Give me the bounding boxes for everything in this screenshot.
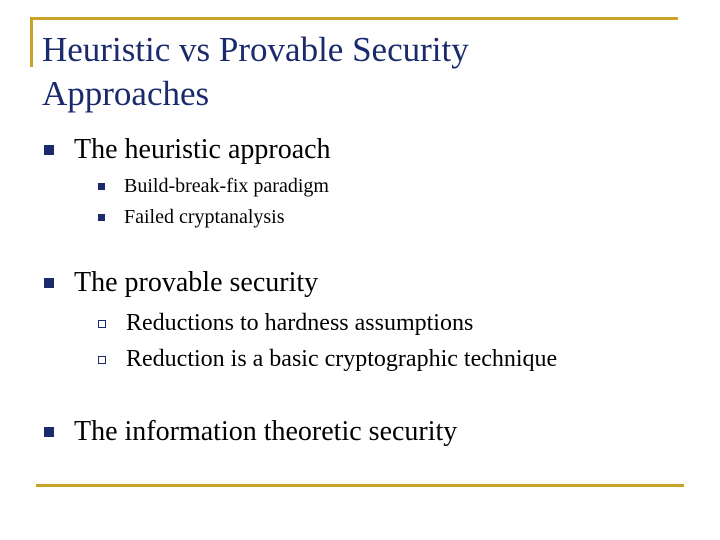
sub-bullet-label: Reduction is a basic cryptographic technique	[126, 346, 558, 372]
bottom-accent-line	[36, 484, 684, 487]
hollow-square-bullet-icon	[98, 320, 106, 328]
square-bullet-icon	[44, 278, 54, 288]
title-line-2: Approaches	[42, 74, 210, 113]
sub-bullet-label: Failed cryptanalysis	[124, 206, 285, 228]
square-bullet-icon	[44, 145, 54, 155]
square-bullet-icon	[98, 214, 105, 221]
slide-title	[42, 28, 662, 116]
square-bullet-icon	[44, 427, 54, 437]
bullet-label: The heuristic approach	[74, 134, 331, 165]
sub-bullet-label: Build-break-fix paradigm	[124, 175, 329, 197]
square-bullet-icon	[98, 183, 105, 190]
sub-bullet-label: Reductions to hardness assumptions	[126, 310, 474, 336]
hollow-square-bullet-icon	[98, 356, 106, 364]
top-accent-line	[30, 17, 678, 20]
title-line-1: Heuristic vs Provable Security	[42, 30, 469, 69]
bullet-label: The provable security	[74, 267, 319, 298]
left-accent-line	[30, 17, 33, 67]
bullet-label: The information theoretic security	[74, 416, 458, 447]
